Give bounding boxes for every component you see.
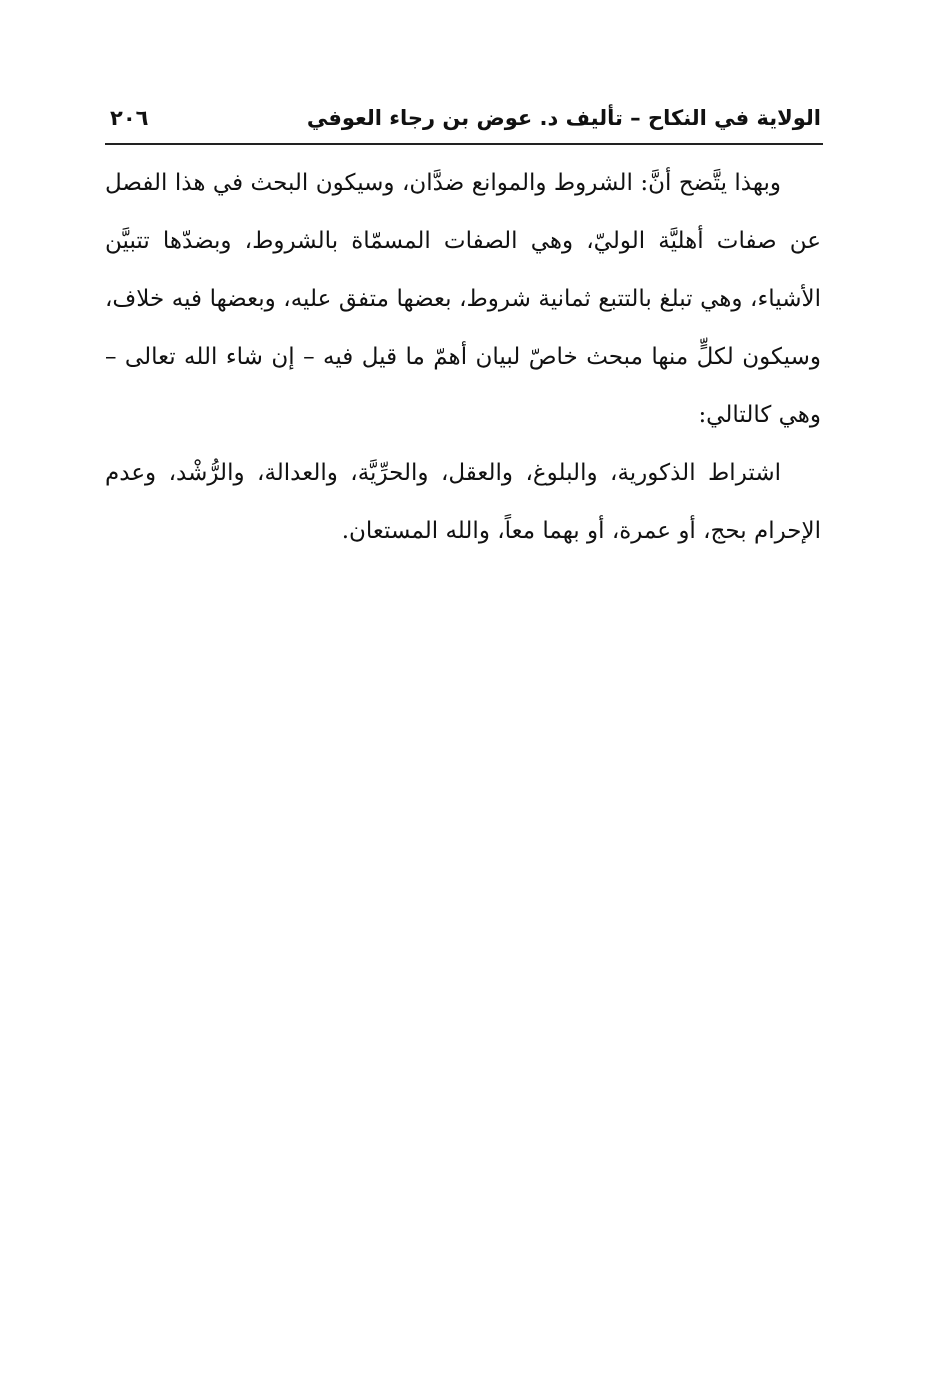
paragraph-2: اشتراط الذكورية، والبلوغ، والعقل، والحرِّيَّة، والعدالة، والرُّشْد، وعدم الإحرام بحج، أو عمرة، أو بهما معاً، والله المستعان. <box>105 460 821 544</box>
running-header <box>105 100 821 142</box>
body-text <box>105 154 821 560</box>
header-divider <box>105 143 823 145</box>
page-number: ٢٠٦ <box>110 106 149 130</box>
paragraph-1: وبهذا يتَّضح أنَّ: الشروط والموانع ضدَّان، وسيكون البحث في هذا الفصل عن صفات أهليَّة الوليّ، وهي الصفات المسمّاة بالشروط، وبضدّها تتبيَّن الأشياء، وهي تبلغ بالتتبع ثمانية شروط، بعضها متفق عليه، وبعضها فيه خلاف، وسيكون لكلٍّ منها مبحث خاصّ لبيان أهمّ ما قيل فيه – إن شاء الله تعالى – وهي كالتالي: <box>105 170 821 428</box>
header-title: الولاية في النكاح – تأليف د. عوض بن رجاء العوفي <box>306 106 821 130</box>
